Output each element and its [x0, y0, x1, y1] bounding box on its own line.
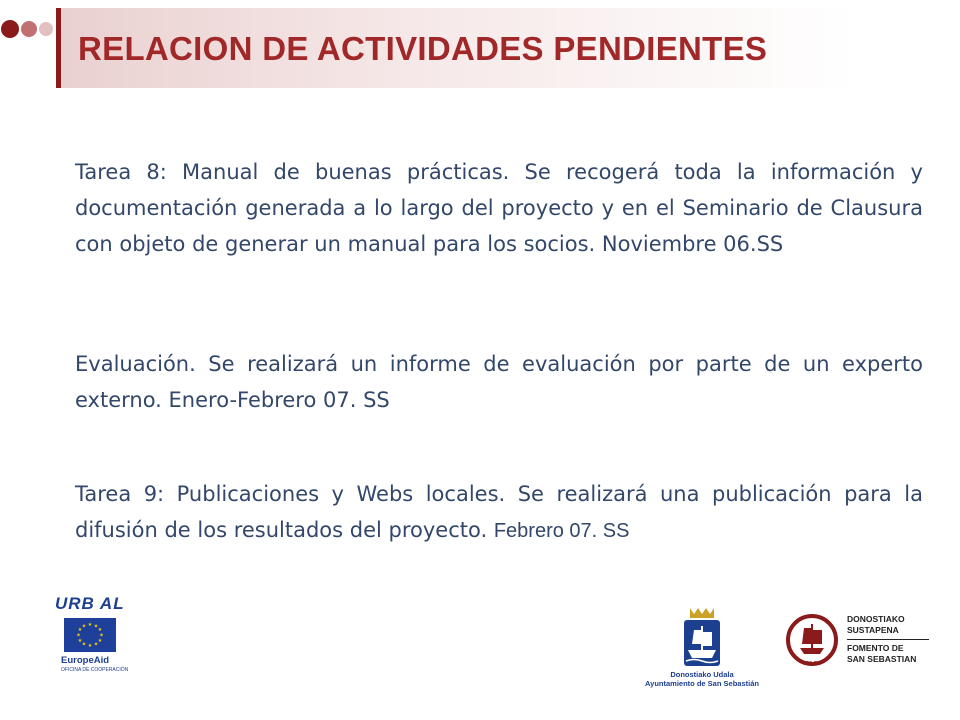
urbal-europeaid-logo [55, 594, 129, 676]
svg-text:★: ★ [81, 641, 87, 648]
svg-text:★: ★ [76, 632, 81, 639]
seal-text: FSS·DS [803, 661, 821, 667]
ship-seal-icon [784, 610, 840, 672]
donostia-udala-logo [632, 604, 772, 690]
fomento-basque-line-2: SUSTAPENA [847, 625, 899, 635]
paragraph-text: Tarea 9: Publicaciones y Webs locales. Se realizará una publicación para la difusión de los resultados del proyecto. [75, 482, 923, 542]
slide-title: RELACION DE ACTIVIDADES PENDIENTES [78, 30, 768, 67]
svg-text:★: ★ [81, 623, 87, 630]
svg-text:★: ★ [97, 638, 103, 644]
donostia-name-spanish: Ayuntamiento de San Sebastián [645, 679, 759, 688]
paragraph-tail: Febrero 07. SS [493, 520, 630, 542]
fomento-basque-line-1: DONOSTIAKO [847, 614, 905, 624]
fomento-wordmark [847, 614, 929, 665]
europeaid-subtitle: OFICINA DE COOPERACIÓN [61, 667, 129, 673]
city-crest-icon [672, 604, 732, 670]
paragraph-tarea-9 [75, 476, 923, 549]
eu-flag-icon [64, 618, 116, 652]
paragraph-text: Evaluación. Se realizará un informe de evaluación por parte de un experto externo. Enero-Febrero 07. SS [75, 352, 923, 412]
svg-text:★: ★ [87, 622, 93, 628]
svg-text:★: ★ [93, 641, 99, 648]
donostia-name-basque: Donostiako Udala [670, 670, 734, 679]
paragraph-text: Tarea 8: Manual de buenas prácticas. Se recogerá toda la información y documentación generada a lo largo del proyecto y en el Seminario de Clausura con objeto de generar un manual para los socios. Noviembre 06.SS [75, 160, 923, 256]
fomento-spanish-line-2: SAN SEBASTIAN [847, 654, 917, 664]
title-accent-bar [56, 8, 61, 88]
paragraph-tarea-8 [75, 154, 923, 263]
paragraph-evaluacion [75, 346, 923, 419]
europeaid-wordmark: EuropeAid [61, 655, 110, 666]
fomento-spanish-line-1: FOMENTO DE [847, 643, 904, 653]
svg-text:★: ★ [87, 643, 93, 649]
fomento-divider [847, 639, 929, 640]
svg-text:★: ★ [99, 632, 104, 639]
slide-dots-icon [0, 14, 60, 44]
svg-text:★: ★ [77, 638, 83, 644]
svg-text:★: ★ [77, 627, 83, 633]
fomento-san-sebastian-logo [784, 610, 934, 680]
urbal-wordmark: URB AL [55, 594, 125, 613]
svg-text:★: ★ [93, 623, 99, 630]
svg-text:★: ★ [97, 627, 103, 633]
